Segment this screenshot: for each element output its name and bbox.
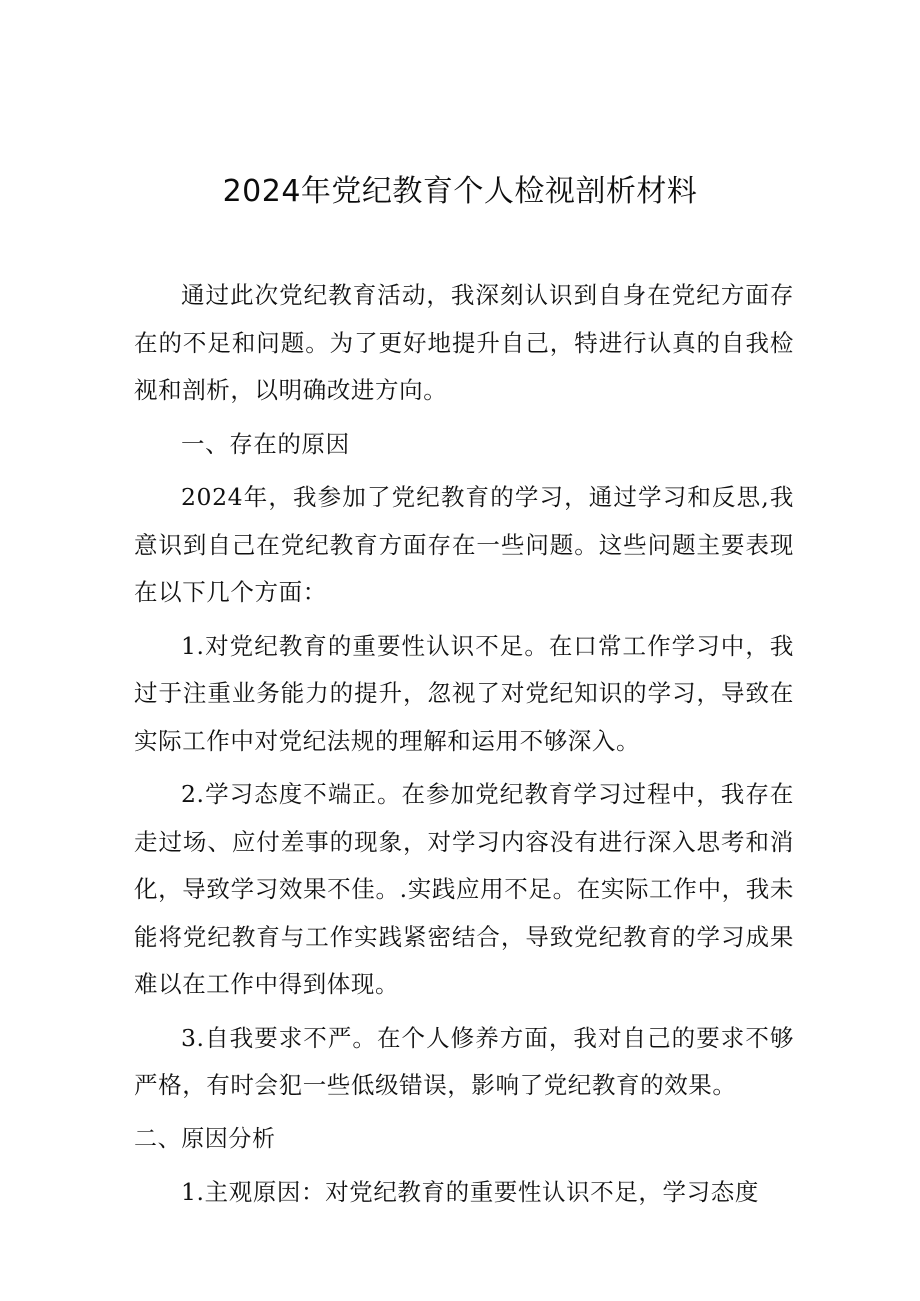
section-heading-causes: 一、存在的原因 [181,429,350,458]
intro-paragraph: 通过此次党纪教育活动，我深刻认识到自身在党纪方面存在的不足和问题。为了更好地提升自己，特进行认真的自我检视和剖析，以明确改进方向。 [134,281,794,404]
issue-item-1: 1.对党纪教育的重要性认识不足。在口常工作学习中，我过于注重业务能力的提升，忽视了对党纪知识的学习，导致在实际工作中对党纪法规的理解和运用不够深入。 [134,631,794,755]
document-body [134,272,794,1217]
section-heading-analysis: 二、原因分析 [134,1125,276,1152]
issue-item-3: 3.自我要求不严。在个人修养方面，我对自己的要求不够严格，有时会犯一些低级错误，影响了党纪教育的效果。 [134,1023,794,1099]
document-title: 2024年党纪教育个人检视剖析材料 [222,174,698,209]
issue-item-2: 2.学习态度不端正。在参加党纪教育学习过程中，我存在走过场、应付差事的现象，对学习内容没有进行深入思考和消化，导致学习效果不佳。.实践应用不足。在实际工作中，我未能将党纪教育与工作实践紧密结合，导致党纪教育的学习成果难以在工作中得到体现。 [134,780,794,998]
causes-paragraph: 2024年，我参加了党纪教育的学习，通过学习和反思,我意识到自己在党纪教育方面存在一些问题。这些问题主要表现在以下几个方面： [134,483,794,606]
analysis-item-1: 1.主观原因：对党纪教育的重要性认识不足，学习态度 [181,1178,759,1206]
